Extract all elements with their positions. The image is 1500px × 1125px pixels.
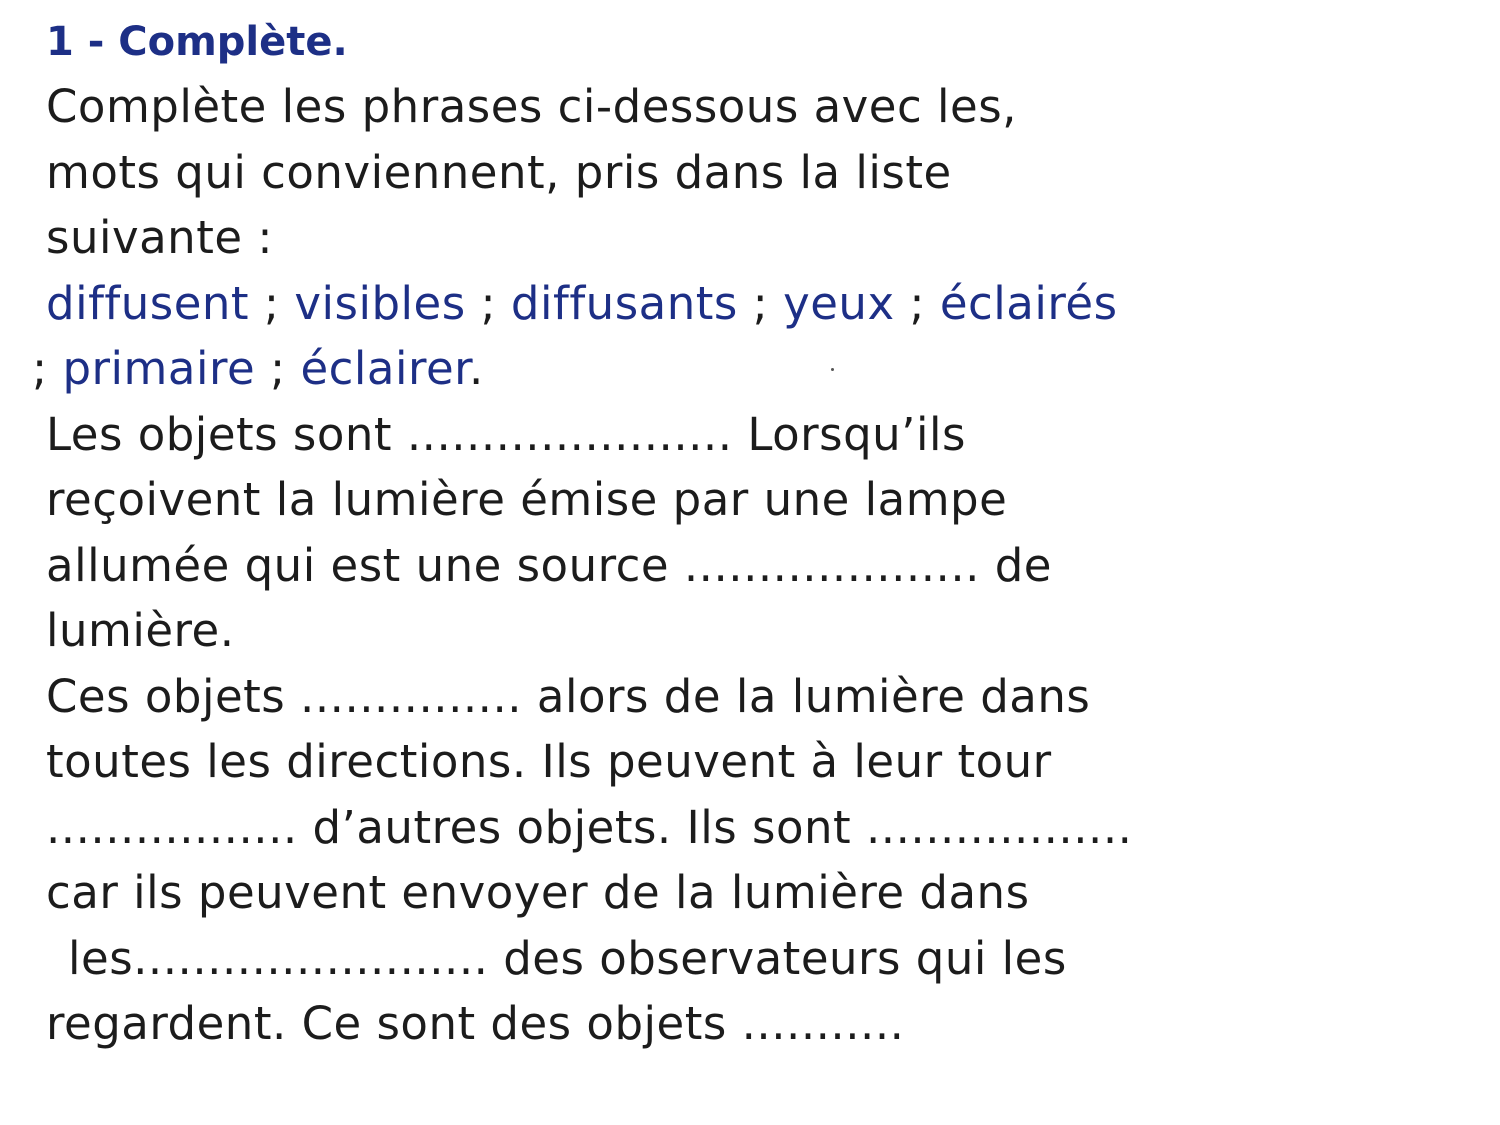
text-line: reçoivent la lumière émise par une lampe [46,473,1008,526]
text-line: lumière. [46,604,235,657]
word-list-line [46,271,1466,337]
word-list-end: . [469,342,484,395]
word-separator: ; [255,342,301,395]
text-line: car ils peuvent envoyer de la lumière dans [46,866,1030,919]
text-line: Les objets sont ...................... Lorsqu’ils [46,407,966,461]
exercise-title: 1 - Complète. [46,19,348,65]
word-primaire: primaire [62,342,256,395]
word-eclaires: éclairés [939,276,1118,330]
instruction-line: suivante : [46,211,273,264]
text-line: toutes les directions. Ils peuvent à leur tour [46,735,1052,788]
word-separator: ; [465,276,511,330]
text-line: les........................ des observateurs qui les [68,931,1067,985]
word-eclairer: éclairer [300,342,470,395]
word-separator: ; [32,342,63,395]
instruction-line: Complète les phrases ci-dessous avec les, [46,80,1017,133]
word-list [32,271,1466,402]
word-yeux: yeux [783,276,895,330]
word-visibles: visibles [294,276,466,330]
exercise-sheet [32,10,1466,1057]
text-line: regardent. Ce sont des objets ........... [46,997,905,1050]
word-separator: ; [249,276,295,330]
fill-in-text [46,402,1466,1057]
word-diffusants: diffusants [510,276,738,330]
word-diffusent: diffusent [46,276,250,330]
instruction [46,74,1466,271]
text-line: allumée qui est une source .................... de [46,538,1052,592]
text-line: Ces objets ............... alors de la lumière dans [46,669,1091,723]
word-separator: ; [894,276,940,330]
word-separator: ; [737,276,784,330]
scan-speck [831,368,834,371]
word-list-line [32,336,1466,402]
instruction-line: mots qui conviennent, pris dans la liste [46,145,952,199]
text-line: ................. d’autres objets. Ils sont .................. [46,800,1133,854]
